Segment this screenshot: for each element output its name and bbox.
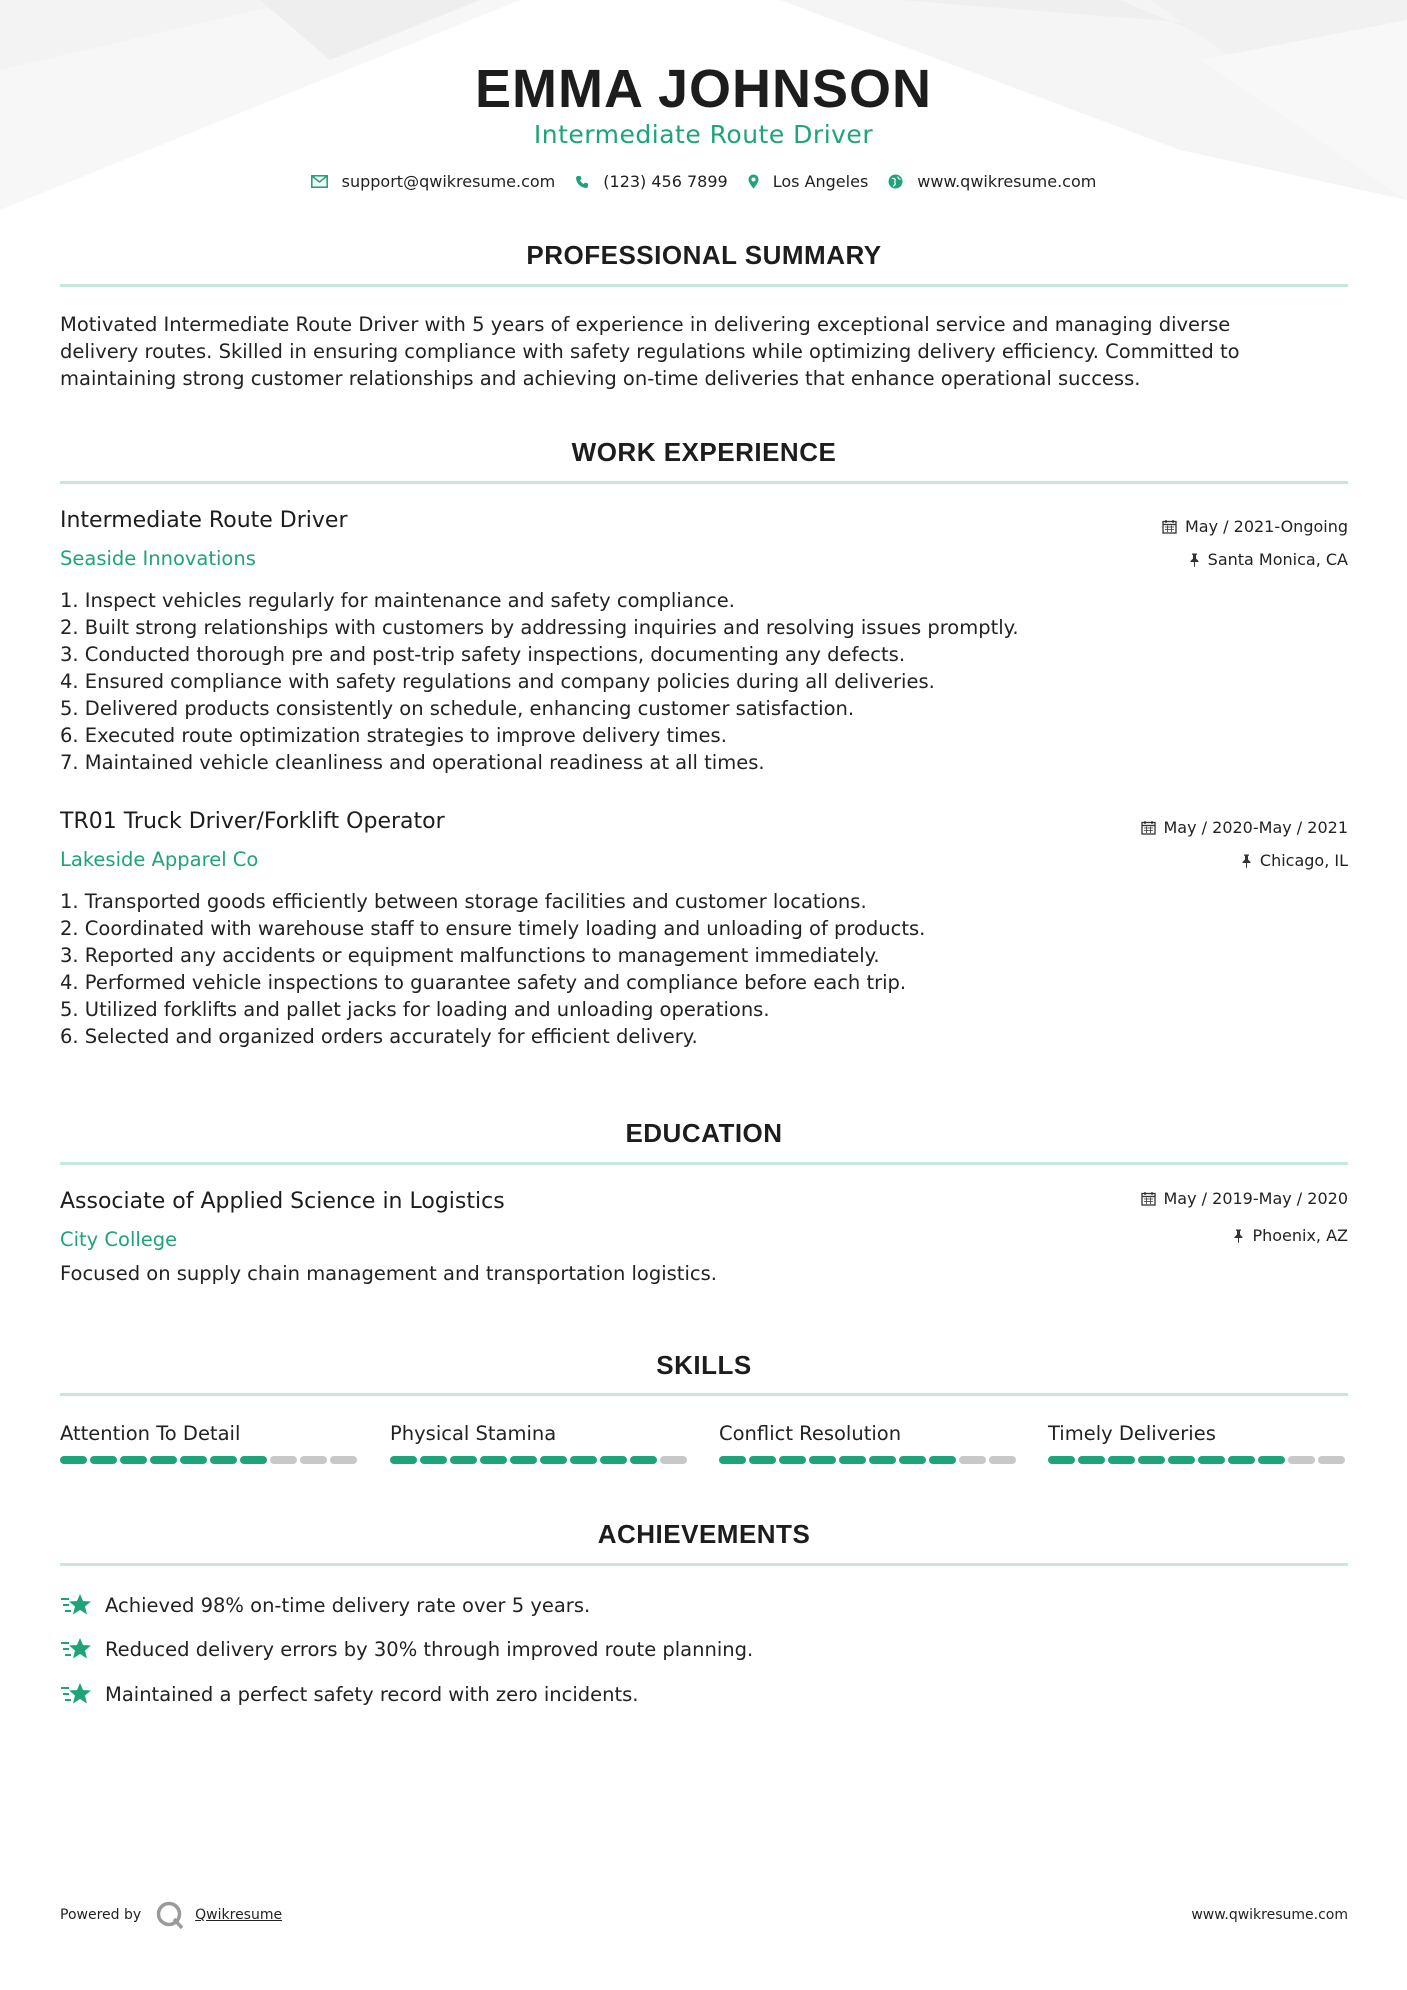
skill-segment-filled [869, 1456, 896, 1464]
website-text: www.qwikresume.com [917, 172, 1097, 191]
skill-item [1048, 1422, 1348, 1464]
skill-segment-filled [450, 1456, 477, 1464]
achievement-text: Reduced delivery errors by 30% through improved route planning. [105, 1637, 754, 1661]
contact-email[interactable] [311, 172, 556, 191]
summary-line: maintaining strong customer relationships and achieving on-time deliveries that enhance operational success. [60, 367, 1141, 390]
summary-text [60, 311, 1348, 392]
location-text: Los Angeles [772, 172, 869, 191]
section-title-education: EDUCATION [625, 1118, 783, 1148]
pushpin-icon [1233, 1229, 1244, 1243]
skill-segment-filled [929, 1456, 956, 1464]
skill-segment-filled [60, 1456, 87, 1464]
skill-segment-filled [120, 1456, 147, 1464]
envelope-icon [311, 175, 328, 188]
section-divider [60, 1162, 1348, 1165]
duty-item: 6. Executed route optimization strategies to improve delivery times. [60, 724, 727, 747]
duty-item: 4. Performed vehicle inspections to guarantee safety and compliance before each trip. [60, 971, 907, 994]
section-divider [60, 1393, 1348, 1396]
skill-segment-filled [1138, 1456, 1165, 1464]
section-title-skills: SKILLS [656, 1350, 752, 1380]
shooting-star-icon [60, 1681, 93, 1707]
job-location-text: Chicago, IL [1259, 851, 1348, 870]
skill-segment-filled [510, 1456, 537, 1464]
contact-website[interactable] [888, 172, 1096, 191]
achievement-item [60, 1681, 638, 1707]
job-location-text: Santa Monica, CA [1207, 550, 1348, 569]
duty-item: 5. Delivered products consistently on schedule, enhancing customer satisfaction. [60, 697, 855, 720]
education-location [1233, 1226, 1348, 1245]
section-divider [60, 1563, 1348, 1566]
section-title-experience: WORK EXPERIENCE [571, 437, 837, 467]
company-name: Lakeside Apparel Co [60, 848, 259, 871]
school-name: City College [60, 1228, 178, 1251]
skill-segment-filled [719, 1456, 746, 1464]
skill-segment-empty [989, 1456, 1016, 1464]
skill-level-bar [390, 1456, 690, 1464]
duty-item: 2. Built strong relationships with customers by addressing inquiries and resolving issues promptly. [60, 616, 1019, 639]
skill-segment-filled [540, 1456, 567, 1464]
phone-text: (123) 456 7899 [603, 172, 728, 191]
qwikresume-link[interactable]: Qwikresume [195, 1907, 283, 1923]
skill-segment-empty [959, 1456, 986, 1464]
footer-powered-by [60, 1900, 282, 1930]
qwikresume-logo-icon [155, 1900, 185, 1930]
job-location [1241, 851, 1348, 870]
contact-bar [0, 172, 1407, 191]
candidate-title: Intermediate Route Driver [533, 120, 874, 149]
job-duties-list [60, 888, 1260, 1050]
skill-segment-filled [779, 1456, 806, 1464]
education-location-text: Phoenix, AZ [1252, 1226, 1348, 1245]
skill-segment-empty [270, 1456, 297, 1464]
skill-segment-filled [1168, 1456, 1195, 1464]
summary-line: delivery routes. Skilled in ensuring compliance with safety regulations while optimizing delivery efficiency. Committed to [60, 340, 1240, 363]
duty-item: 3. Conducted thorough pre and post-trip safety inspections, documenting any defects. [60, 643, 906, 666]
achievement-text: Achieved 98% on-time delivery rate over 5 years. [105, 1593, 591, 1617]
map-marker-icon [748, 174, 759, 189]
contact-location [748, 172, 869, 191]
section-title-summary: PROFESSIONAL SUMMARY [526, 240, 882, 270]
skill-segment-filled [809, 1456, 836, 1464]
job-dates [1141, 818, 1349, 837]
skill-level-bar [719, 1456, 1019, 1464]
skill-item [719, 1422, 1019, 1464]
skill-segment-empty [300, 1456, 327, 1464]
section-divider [60, 284, 1348, 287]
job-dates-text: May / 2020-May / 2021 [1163, 818, 1348, 837]
skill-segment-filled [1198, 1456, 1225, 1464]
achievement-item [60, 1636, 753, 1662]
skill-level-bar [60, 1456, 360, 1464]
shooting-star-icon [60, 1636, 93, 1662]
shooting-star-icon [60, 1592, 93, 1618]
skill-item [390, 1422, 690, 1464]
skill-segment-filled [600, 1456, 627, 1464]
education-description: Focused on supply chain management and transportation logistics. [60, 1262, 717, 1285]
section-title-achievements: ACHIEVEMENTS [597, 1519, 811, 1549]
email-text: support@qwikresume.com [341, 172, 556, 191]
skill-name: Timely Deliveries [1048, 1422, 1216, 1445]
phone-icon [575, 175, 589, 189]
duty-item: 2. Coordinated with warehouse staff to ensure timely loading and unloading of products. [60, 917, 926, 940]
calendar-icon [1162, 519, 1177, 534]
skill-segment-filled [240, 1456, 267, 1464]
candidate-name: EMMA JOHNSON [474, 59, 933, 119]
achievement-item [60, 1592, 590, 1618]
duty-item: 4. Ensured compliance with safety regulations and company policies during all deliveries. [60, 670, 935, 693]
skill-segment-filled [1108, 1456, 1135, 1464]
skill-segment-filled [749, 1456, 776, 1464]
skill-item [60, 1422, 360, 1464]
skill-segment-filled [480, 1456, 507, 1464]
job-dates [1162, 517, 1348, 536]
skill-segment-empty [330, 1456, 357, 1464]
calendar-icon [1141, 820, 1156, 835]
globe-icon [888, 174, 903, 189]
calendar-icon [1141, 1191, 1156, 1206]
degree-title: Associate of Applied Science in Logistics [60, 1189, 505, 1214]
education-dates-text: May / 2019-May / 2020 [1163, 1189, 1348, 1208]
footer-website[interactable]: www.qwikresume.com [1191, 1907, 1348, 1923]
duty-item: 7. Maintained vehicle cleanliness and operational readiness at all times. [60, 751, 765, 774]
skill-segment-filled [210, 1456, 237, 1464]
skill-segment-filled [1078, 1456, 1105, 1464]
job-location [1189, 550, 1348, 569]
skill-segment-filled [630, 1456, 657, 1464]
powered-by-label: Powered by [60, 1907, 142, 1923]
skill-name: Physical Stamina [390, 1422, 557, 1445]
skill-segment-filled [570, 1456, 597, 1464]
skill-name: Conflict Resolution [719, 1422, 902, 1445]
skill-segment-filled [420, 1456, 447, 1464]
skill-segment-filled [839, 1456, 866, 1464]
skill-segment-filled [150, 1456, 177, 1464]
education-dates [1141, 1189, 1349, 1208]
skill-segment-filled [90, 1456, 117, 1464]
pushpin-icon [1189, 553, 1200, 567]
skill-segment-empty [1288, 1456, 1315, 1464]
skill-level-bar [1048, 1456, 1348, 1464]
duty-item: 1. Transported goods efficiently between storage facilities and customer locations. [60, 890, 867, 913]
summary-line: Motivated Intermediate Route Driver with 5 years of experience in delivering exceptional service and managing diverse [60, 313, 1231, 336]
skill-name: Attention To Detail [60, 1422, 241, 1445]
skill-segment-filled [899, 1456, 926, 1464]
skill-segment-filled [1228, 1456, 1255, 1464]
job-title: Intermediate Route Driver [60, 508, 348, 533]
duty-item: 6. Selected and organized orders accurately for efficient delivery. [60, 1025, 698, 1048]
duty-item: 5. Utilized forklifts and pallet jacks for loading and unloading operations. [60, 998, 770, 1021]
achievement-text: Maintained a perfect safety record with zero incidents. [105, 1682, 639, 1706]
skill-segment-filled [1048, 1456, 1075, 1464]
skill-segment-filled [180, 1456, 207, 1464]
skill-segment-empty [660, 1456, 687, 1464]
section-divider [60, 481, 1348, 484]
duty-item: 1. Inspect vehicles regularly for maintenance and safety compliance. [60, 589, 735, 612]
company-name: Seaside Innovations [60, 547, 256, 570]
pushpin-icon [1241, 854, 1252, 868]
job-duties-list [60, 587, 1260, 776]
duty-item: 3. Reported any accidents or equipment malfunctions to management immediately. [60, 944, 880, 967]
skill-segment-filled [1258, 1456, 1285, 1464]
contact-phone[interactable] [575, 172, 727, 191]
skill-segment-filled [390, 1456, 417, 1464]
job-dates-text: May / 2021-Ongoing [1185, 517, 1348, 536]
job-title: TR01 Truck Driver/Forklift Operator [60, 809, 445, 834]
skill-segment-empty [1318, 1456, 1345, 1464]
